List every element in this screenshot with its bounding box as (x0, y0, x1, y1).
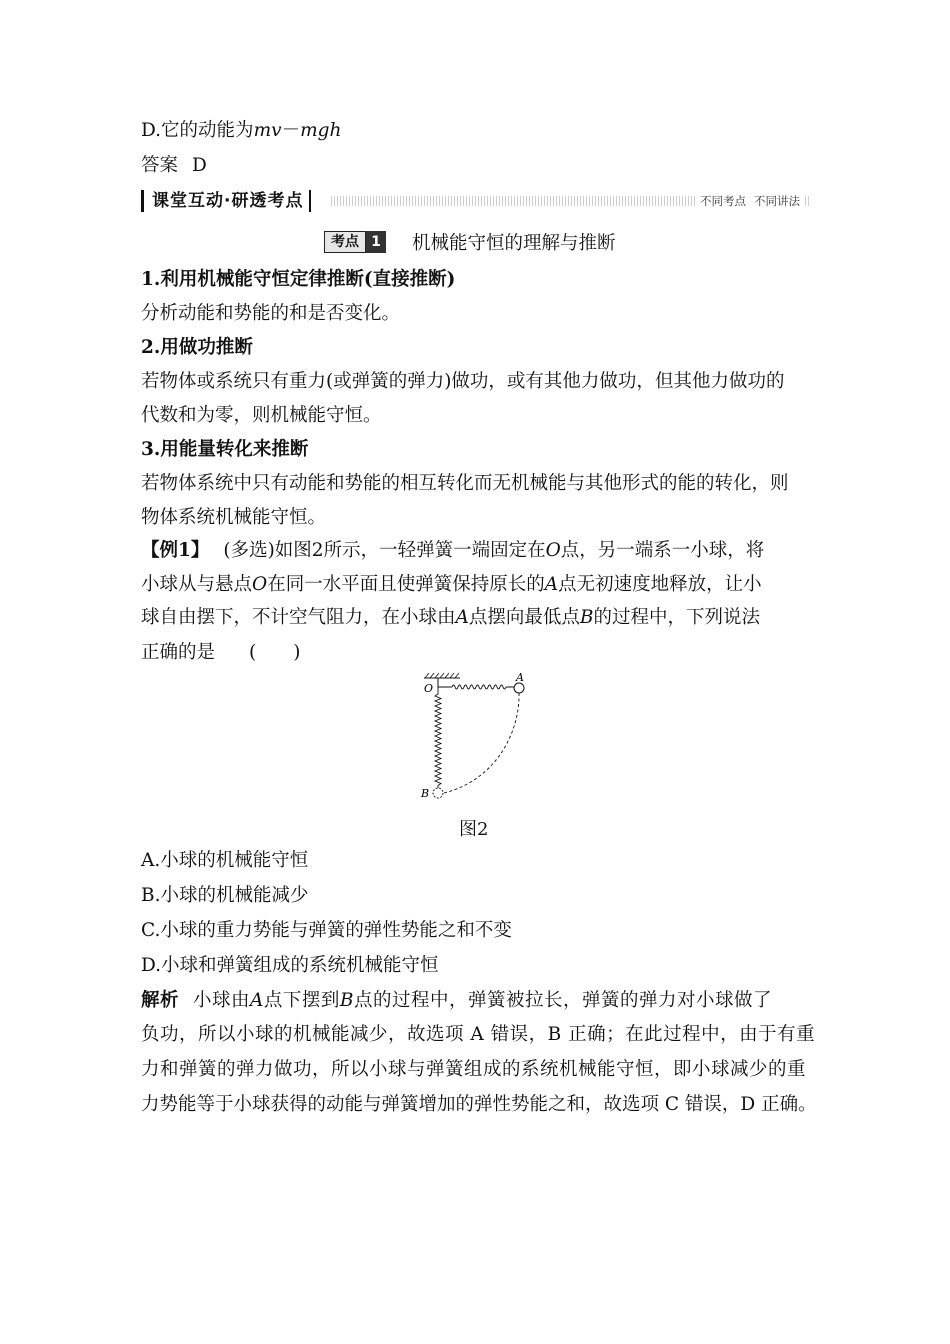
analysis-line-4: 力势能等于小球获得的动能与弹簧增加的弹性势能之和，故选项 C 错误，D 正确。 (141, 1094, 817, 1115)
example-line-2 (141, 572, 762, 598)
section-1-body: 分析动能和势能的和是否变化。 (141, 303, 401, 324)
example-text: 点无初速度地释放，让小 (558, 574, 762, 595)
example-text: 正确的是 (141, 642, 216, 663)
formula-minus: － (281, 120, 301, 141)
answer-line (141, 153, 207, 179)
example-text: 点，另一端系一小球，将 (560, 540, 765, 561)
point-a: A (250, 990, 264, 1011)
spring-pendulum-figure (416, 672, 534, 804)
option-a: A.小球的机械能守恒 (141, 850, 309, 871)
answer-parentheses: ( ) (249, 642, 301, 663)
example-line-4 (141, 640, 300, 666)
banner-title: 课堂互动·研透考点 (141, 190, 311, 212)
kaodian-title: 机械能守恒的理解与推断 (412, 233, 616, 254)
formula-m: m (253, 120, 272, 141)
example-text: 的过程中，下列说法 (593, 607, 761, 628)
ball-at-b (433, 788, 443, 798)
horizontal-spring (452, 685, 506, 689)
kaodian-heading (324, 230, 616, 254)
analysis-text: 点下摆到 (263, 990, 340, 1011)
answer-value: D (192, 155, 207, 176)
ball-at-a (514, 683, 524, 693)
section-3-heading: 3.用能量转化来推断 (141, 439, 309, 460)
prev-option-d (141, 118, 341, 144)
banner-tag-2: 不同讲法 (754, 194, 800, 208)
option-b: B.小球的机械能减少 (141, 885, 309, 906)
label-o: O (424, 682, 434, 695)
example-text: 在同一水平面且使弹簧保持原长的 (267, 574, 545, 595)
kaodian-label: 考点 (324, 231, 366, 253)
kaodian-number: 1 (366, 231, 386, 253)
formula-v: v (271, 120, 282, 141)
example-text: 小球从与悬点 (141, 574, 253, 595)
option-c: C.小球的重力势能与弹簧的弹性势能之和不变 (141, 920, 512, 941)
section-2-body-2: 代数和为零，则机械能守恒。 (141, 405, 382, 426)
option-d: D.小球和弹簧组成的系统机械能守恒 (141, 955, 439, 976)
point-b: B (579, 607, 594, 628)
section-3-body-1: 若物体系统中只有动能和势能的相互转化而无机械能与其他形式的能的转化，则 (141, 473, 789, 494)
swing-path (444, 693, 519, 793)
banner-tag-1: 不同考点 (700, 194, 746, 208)
section-2-heading: 2.用做功推断 (141, 337, 253, 358)
figure-caption: 图2 (459, 819, 489, 840)
formula-mgh: mgh (300, 120, 342, 141)
ceiling-hatch (424, 673, 460, 678)
example-line-1 (141, 538, 764, 564)
vertical-spring (435, 687, 441, 788)
label-b: B (421, 787, 430, 800)
banner-tags (697, 192, 803, 210)
example-text: 球自由摆下，不计空气阻力，在小球由 (141, 607, 456, 628)
example-text: (多选)如图2所示，一轻弹簧一端固定在 (223, 540, 546, 561)
example-text: 点摆向最低点 (468, 607, 580, 628)
analysis-text: 点的过程中，弹簧被拉长，弹簧的弹力对小球做了 (354, 990, 773, 1011)
point-o: O (545, 540, 561, 561)
analysis-line-2: 负功，所以小球的机械能减少，故选项 A 错误，B 正确；在此过程中，由于有重 (141, 1024, 816, 1045)
analysis-line-1 (141, 988, 772, 1014)
point-b: B (339, 990, 355, 1011)
section-banner (141, 190, 809, 212)
section-1-heading: 1.利用机械能守恒定律推断(直接推断) (141, 269, 456, 290)
analysis-line-3: 力和弹簧的弹力做功，所以小球与弹簧组成的系统机械能守恒，即小球减少的重 (141, 1059, 807, 1080)
point-o: O (252, 574, 268, 595)
point-a: A (544, 574, 559, 595)
answer-label: 答案 (141, 155, 179, 176)
example-tag: 【例1】 (141, 540, 210, 561)
point-a: A (455, 607, 469, 628)
analysis-label: 解析 (141, 990, 180, 1011)
label-a: A (516, 672, 524, 684)
section-2-body-1: 若物体或系统只有重力(或弹簧的弹力)做功，或有其他力做功，但其他力做功的 (141, 371, 785, 392)
section-3-body-2: 物体系统机械能守恒。 (141, 507, 327, 528)
analysis-text: 小球由 (193, 990, 251, 1011)
option-d-prefix: D.它的动能为 (141, 120, 254, 141)
example-line-3 (141, 605, 760, 631)
